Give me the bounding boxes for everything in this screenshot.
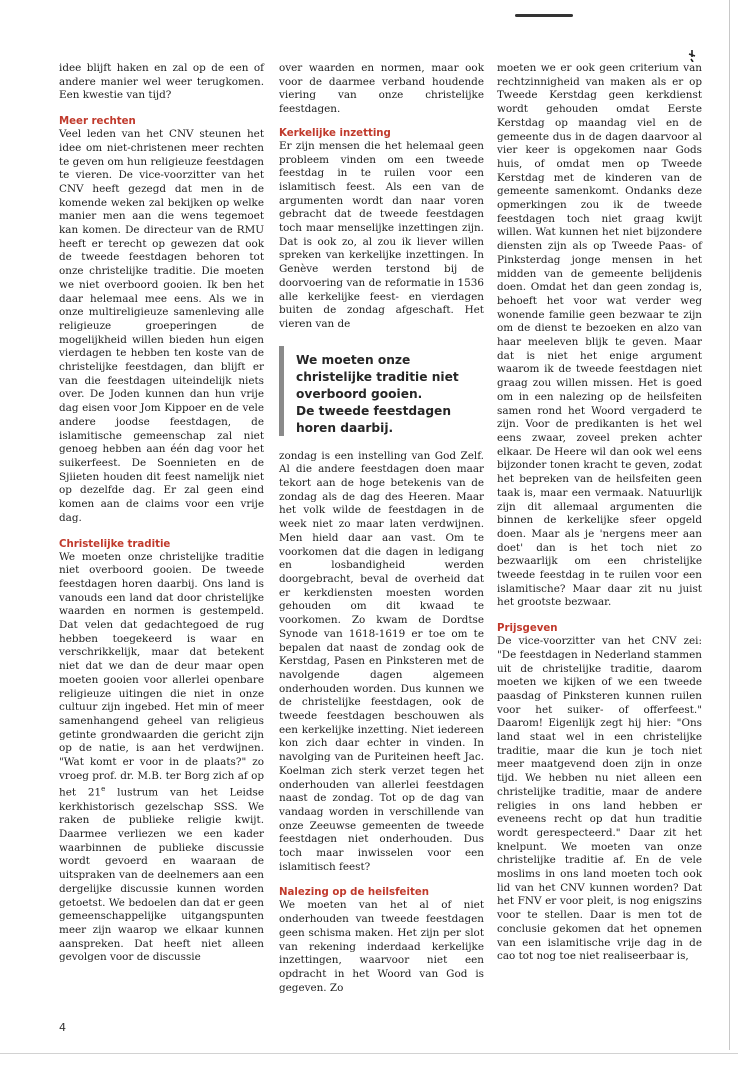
scan-edge — [0, 1053, 738, 1054]
paragraph: Veel leden van het CNV steunen het idee om niet-christenen meer rechten te geven om hun religieuze feestdagen te vieren. De vice-voorzitter van het CNV heeft gezegd dat men in de komende weken zal bekijken op welke manier men aan die wens tegemoet kan komen. De directeur van de RMU heeft er terecht op gewezen dat ook de tweede feestdagen behoren tot onze christelijke traditie. Die moeten we niet overboord gooien. Ik ben het daar helemaal mee eens. Als we in onze multireligieuze samenleving alle religieuze groeperingen de mogelijkheid willen bieden hun eigen vierdagen te hebben ten koste van de christelijke feestdagen, dan blijft er van die feestdagen uiteindelijk niets over. De Joden kunnen dan hun vrije dag eisen voor Jom Kippoer en de vele andere joodse feestdagen, de islamitische gemeenschap zal niet genoeg hebben aan één dag voor het suikerfeest. De Soennieten en de Sjiieten houden dit feest namelijk niet op dezelfde dag. Er zal geen eind komen aan de claims voor een vrije dag. — [59, 128, 264, 524]
paragraph: zondag is een instelling van God Zelf. Al die andere feestdagen doen maar tekort aan de hoge betekenis van de zondag als de dag des Heeren. Maar het volk wilde de feestdagen in de week niet zo maar laten verdwijnen. Men hield daar aan vast. Om te voorkomen dat die dagen in ledigang en losbandigheid werden doorgebracht, beval de overheid dat er kerkdiensten moesten worden gehouden om dit kwaad te voorkomen. Zo kwam de Dordtse Synode van 1618-1619 er toe om te bepalen dat naast de zondag ook de Kerstdag, Pasen en Pinksteren met de navolgende dagen algemeen onderhouden worden. Dus kunnen we de christelijke feestdagen, ook de tweede feestdagen beschouwen als een kerkelijke inzetting. Niet iedereen kon zich daar echter in vinden. In navolging van de Puriteinen heeft Jac. Koelman zich sterk verzet tegen het onderhouden van allerlei feestdagen naast de zondag. Tot op de dag van vandaag worden in verschillende van onze Zeeuwse gemeenten de tweede feestdagen niet onderhouden. Dus toch maar inwisselen voor een islamitisch feest? — [279, 449, 484, 873]
pull-quote-line: christelijke traditie niet — [296, 369, 459, 384]
page-number: 4 — [59, 1021, 66, 1034]
section-heading: Nalezing op de heilsfeiten — [279, 887, 429, 899]
paragraph: over waarden en normen, maar ook voor de daarmee verband houdende viering van onze christelijke feestdagen. — [279, 62, 484, 116]
paragraph — [59, 551, 264, 966]
paragraph: De vice-voorzitter van het CNV zei: "De feestdagen in Nederland stammen uit de christelijke traditie, daarom moeten we kijken of we een tweede paasdag of Pinksteren kunnen ruilen voor het suiker- of offerfeest." Daarom! Eigenlijk zegt hij hier: "Ons land staat wel in een christelijke traditie, maar die kun je toch niet meer maatgevend doen zijn in onze tijd. We hebben nu niet alleen een christelijke traditie, maar de andere religies in ons land hebben er eveneens recht op dat hun traditie wordt gerespecteerd." Daar zit het knelpunt. We moeten van onze christelijke traditie af. En de vele moslims in ons land moeten toch ook lid van het CNV kunnen worden? Dat het FNV er voor pleit, is nog enigszins voor te stellen. Daar is men tot de conclusie gekomen dat het opnemen van een islamitische vrije dag in de cao tot nog toe niet realiseerbaar is, — [497, 635, 702, 963]
paragraph: Er zijn mensen die het helemaal geen probleem vinden om een tweede feestdag in te ruilen voor een islamitisch feest. Als een van de argumenten wordt dan naar voren gebracht dat de tweede feestdagen toch maar menselijke inzettingen zijn. Dat is ook zo, al zou ik liever willen spreken van kerkelijke inzettingen. In Genève werden terstond bij de doorvoering van de reformatie in 1536 alle kerkelijke feest- en vierdagen buiten de zondag afgeschaft. Het vieren van de — [279, 139, 484, 330]
pull-quote-line: We moeten onze — [296, 352, 411, 367]
pull-quote-line: horen daarbij. — [296, 420, 394, 435]
text-run: lustrum van het Leidse kerkhistorisch gezelschap SSS. We raken de publieke religie kwijt. Daarmee verliezen we een kader waarbinnen de publieke discussie wordt gevoerd en waaraan de uitspraken van de deelnemers aan een dergelijke discussie kunnen worden getoetst. We bedoelen dan dat er geen gemeenschappelijke uitgangspunten meer zijn waarop we elkaar kunnen aanspreken. Dat heeft niet alleen gevolgen voor de discussie — [59, 786, 265, 964]
pen-mark-icon — [688, 50, 696, 62]
pull-quote — [279, 346, 484, 436]
section-heading: Prijsgeven — [497, 623, 558, 635]
section-heading: Meer rechten — [59, 116, 136, 128]
scan-edge — [729, 0, 730, 1050]
section-heading: Christelijke traditie — [59, 538, 171, 550]
paragraph: We moeten van het al of niet onderhouden van tweede feestdagen geen schisma maken. Het zijn per slot van rekening inderdaad kerkelijke inzettingen, waarvoor niet een opdracht in het Woord van God is gegeven. Zo — [279, 899, 484, 994]
paragraph: moeten we er ook geen criterium van rechtzinnigheid van maken als er op Tweede Kerstdag geen kerkdienst wordt gehouden omdat Eerste Kerstdag op maandag viel en de gemeente dus in de dagen daarvoor al vier keer is opgekomen naar Gods huis, of omdat men op Tweede Kerstdag met de kinderen van de gemeente samenkomt. Ondanks deze opmerkingen zou ik de tweede feestdagen toch niet graag kwijt willen. Wat kunnen het niet bijzondere diensten zijn als op Tweede Paas- of Pinksterdag jonge mensen in het midden van de gemeente belijdenis doen. Omdat het dan geen zondag is, behoeft het voor wat verder weg wonende familie geen bezwaar te zijn om de dienst te bezoeken en alzo van haar meeleven blijk te geven. Maar dat is niet het enige argument waarom ik de tweede feestdagen niet graag zou willen missen. Het is goed om in een nalezing op de heilsfeiten samen rond het Woord vergaderd te zijn. Voor de predikanten is het wel eens zwaar, zoveel preken achter elkaar. De Heere wil dan ook wel eens bijzonder tonen kracht te geven, zodat het bepreken van de heilsfeiten geen taak is, maar een vermaak. Natuurlijk zijn dit allemaal argumenten die binnen de kerkelijke sfeer opgeld doen. Maar als je 'nergens meer aan doet' dan is het toch niet zo bezwaarlijk om een christelijke tweede feestdag in te ruilen voor een islamitische? Maar daar zit nu juist het grootste bezwaar. — [497, 62, 702, 609]
column-2 — [279, 62, 484, 995]
text-run: We moeten onze christelijke traditie niet overboord gooien. De tweede feestdagen horen daarbij. Ons land is vanouds een land dat door christelijke waarden en normen is gestempeld. Dat velen dat gedachtegoed de rug hebben toegekeerd is waar en verschrikkelijk, maar dat betekent niet dat we dan de deur maar open moeten gooien voor allerlei openbare religieuze uitingen die niet in onze cultuur zijn ingebed. Het min of meer samenhangend geheel van religieus getinte grondwaarden die gericht zijn op de natie, is aan het verdwijnen. "Wat komt er voor in de plaats?" zo vroeg prof. dr. M.B. ter Borg zich af op het 21 — [59, 550, 264, 799]
scan-mark — [515, 14, 573, 17]
superscript: e — [101, 785, 106, 794]
column-1 — [59, 62, 264, 965]
paragraph: idee blijft haken en zal op de een of andere manier wel weer terugkomen. Een kwestie van tijd? — [59, 62, 264, 102]
pull-quote-line: overboord gooien. — [296, 386, 423, 401]
section-heading: Kerkelijke inzetting — [279, 127, 391, 139]
column-3 — [497, 62, 702, 964]
pull-quote-line: De tweede feestdagen — [296, 403, 452, 418]
